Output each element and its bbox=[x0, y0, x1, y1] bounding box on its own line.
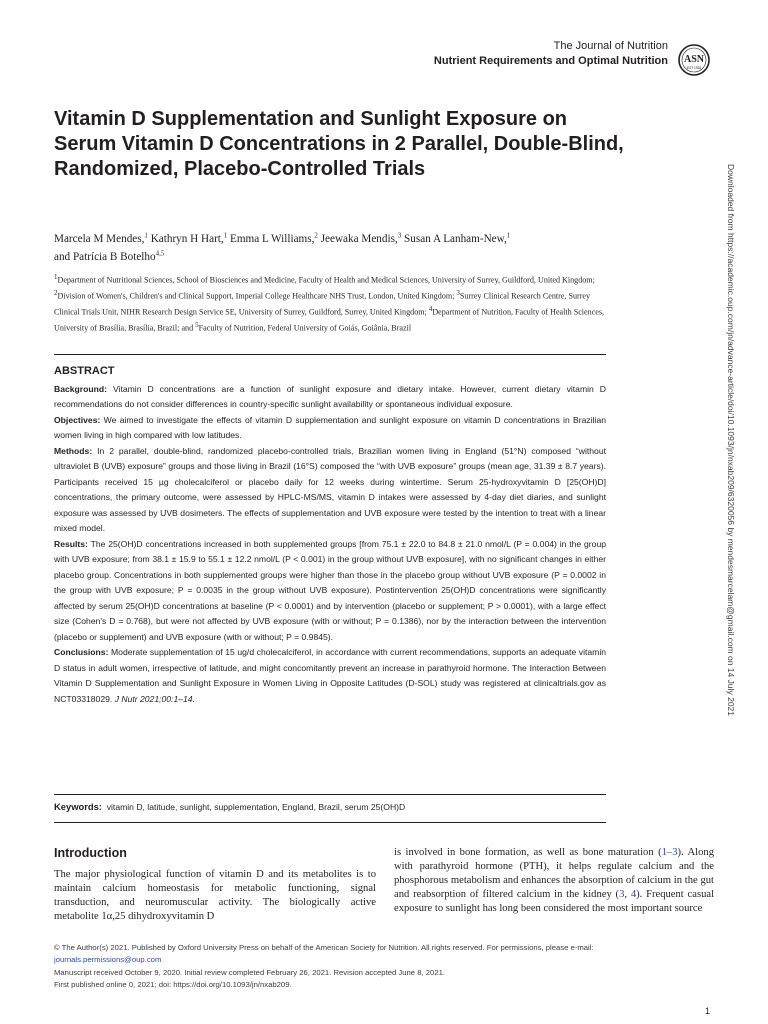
author[interactable]: Susan A Lanham-New,$^1$ bbox=[404, 231, 511, 245]
logo-text: ASN bbox=[683, 54, 705, 65]
download-note: Downloaded from https://academic.oup.com/jn/advance-article/doi/10.1093/jn/nxab209/6320056 by mendesmarcelam@gmail.com on 14 July 2021 bbox=[726, 164, 736, 717]
abstract-conclusions: Conclusions: Moderate supplementation of 15 ug/d cholecalciferol, in accordance with current recommendations, supports an adequate vitamin D status in adult women, irrespective of latitude, and might concomitantly prevent an increase in parathyroid hormone. The Interaction Between Vitamin D Supplementation and Sunlight Exposure in Women Living in Opposite Latitudes (D-SOL) study was registered at clinicaltrials.gov as NCT03318029. J Nutr 2021;00:1–14. bbox=[54, 647, 607, 704]
intro-heading: Introduction bbox=[54, 846, 127, 860]
author[interactable]: and Patrícia B Botelho$^{4,5}$ bbox=[54, 249, 165, 263]
reference-link[interactable]: 3 bbox=[619, 889, 625, 900]
divider bbox=[54, 794, 606, 795]
keywords-text: vitamin D, latitude, sunlight, supplementation, England, Brazil, serum 25(OH)D bbox=[106, 802, 406, 812]
reference-link[interactable]: 1–3 bbox=[661, 847, 678, 858]
intro-right-column: is involved in bone formation, as well as bone maturation (1–3). Along with parathyroid hormone (PTH), it helps regulate calcium and the phosphorous metabolism and enhances the absorption of calcium in the gut and reabsorption of filtered calcium in the kidney (3, 4). Frequent casual exposure to sunlight has long been considered the most important source bbox=[394, 847, 715, 914]
author[interactable]: Marcela M Mendes,$^1$ bbox=[54, 231, 148, 245]
author[interactable]: Kathryn H Hart,$^1$ bbox=[150, 231, 228, 245]
abstract-results: Results: The 25(OH)D concentrations increased in both supplemented groups [from 75.1 ± 22.0 to 84.8 ± 21.0 nmol/L (P = 0.004) in the group with UVB exposure; from 38.1 ± 15.9 to 55.1 ± 12.2 nmol/L (P < 0.001) in the group without UVB exposure], with no significant changes in either placebo group. Concentrations in both supplemented groups were higher than those in the placebo group without UVB exposure (P = 0.0002 in the group with UVB exposure; P = 0.0035 in the group without UVB exposure). Postintervention 25(OH)D concentrations were significantly affected by serum 25(OH)D concentrations at baseline (P < 0.0001) and by intervention (placebo or supplement; P > 0.0001), with a large effect size (Cohen's D = 0.768), but were not affected by UVB exposure (with or without; P = 0.1386), nor by the interaction between the intervention (placebo or supplement) and UVB exposure (with or without; P = 0.9845). bbox=[54, 538, 606, 642]
keywords-label: Keywords: bbox=[54, 801, 102, 812]
journal-header bbox=[434, 40, 668, 67]
asn-logo bbox=[678, 44, 710, 76]
publication-info: First published online 0, 2021; doi: https://doi.org/10.1093/jn/nxab209. bbox=[54, 979, 292, 989]
manuscript-dates: Manuscript received October 9, 2020. Initial review completed February 26, 2021. Revision accepted June 8, 2021. bbox=[54, 967, 446, 977]
author-list bbox=[54, 228, 614, 264]
journal-name: The Journal of Nutrition bbox=[553, 40, 668, 52]
divider bbox=[54, 822, 606, 823]
copyright: © The Author(s) 2021. Published by Oxford University Press on behalf of the American Society for Nutrition. All rights reserved. For permissions, please e-mail: bbox=[54, 943, 594, 952]
author[interactable]: Emma L Williams,$^2$ bbox=[230, 231, 318, 245]
article-title: Vitamin D Supplementation and Sunlight Exposure on Serum Vitamin D Concentrations in 2 Parallel, Double-Blind, Randomized, Placebo-Controlled Trials bbox=[54, 108, 624, 180]
permissions-email-link[interactable]: journals.permissions@oup.com bbox=[54, 955, 162, 965]
page-number: 1 bbox=[704, 1006, 710, 1016]
citation: J Nutr 2021;00:1–14. bbox=[114, 693, 195, 704]
affiliations: $^1$Department of Nutritional Sciences, School of Biosciences and Medicine, Faculty of Health and Medical Sciences, University of Surrey, Guildford, United Kingdom; $^2$Division of Women's, Children's and Clinical Support, Imperial College Healthcare NHS Trust, London, United Kingdom; $^3$Surrey Clinical Research Centre, Surrey Clinical Trials Unit, NIHR Research Design Service SE, University of Surrey, Guildford, Surrey, United Kingdom; $^4$Department of Nutrition, Faculty of Health Sciences, University of Brasília, Brasília, Brazil; and $^5$Faculty of Nutrition, Federal University of Goiás, Goiânia, Brazil bbox=[54, 273, 605, 333]
abstract-heading: ABSTRACT bbox=[54, 365, 115, 377]
section-name: Nutrient Requirements and Optimal Nutrition bbox=[433, 55, 668, 67]
abstract-background: Background: Vitamin D concentrations are a function of sunlight exposure and dietary intake. However, current dietary vitamin D recommendations do not consider differences in country-specific sunlight availability or spontaneous individual exposure. bbox=[54, 383, 606, 409]
divider bbox=[54, 354, 606, 355]
abstract bbox=[54, 364, 606, 707]
keywords bbox=[54, 800, 606, 814]
abstract-objectives: Objectives: We aimed to investigate the effects of vitamin D supplementation and sunlight exposure on vitamin D concentrations in Brazilian women living in high compared with low latitudes. bbox=[54, 414, 606, 440]
footer bbox=[54, 942, 719, 991]
author[interactable]: Jeewaka Mendis,$^3$ bbox=[320, 231, 402, 245]
abstract-methods: Methods: In 2 parallel, double-blind, randomized placebo-controlled trials, Brazilian women living in England (51°N) composed “without ultraviolet B (UVB) exposure” groups and those living in Brazil (16°S) composed the “with UVB exposure” groups (mean age, 31.39 ± 8.7 years). Participants received 15 µg cholecalciferol or placebo daily for 12 weeks during wintertime. Serum 25-hydroxyvitamin D [25(OH)D] concentrations, the primary outcome, were assessed by HPLC-MS/MS, vitamin D intakes were assessed by 4-day diet diaries, and sunlight exposure was assessed by UVB dosimeters. The effects of supplementation and UVB exposure were tested by the intention to treat with a linear mixed model. bbox=[54, 445, 606, 533]
intro-left-column: The major physiological function of vitamin D and its metabolites is to maintain calcium homeostasis for metabolic functioning, signal transduction, and neuromuscular activity. The biologically active metabolite 1α,25 dihydroxyvitamin D bbox=[54, 869, 376, 922]
logo-subtext: EST 1928 bbox=[686, 66, 702, 70]
reference-link[interactable]: 4 bbox=[630, 889, 637, 900]
